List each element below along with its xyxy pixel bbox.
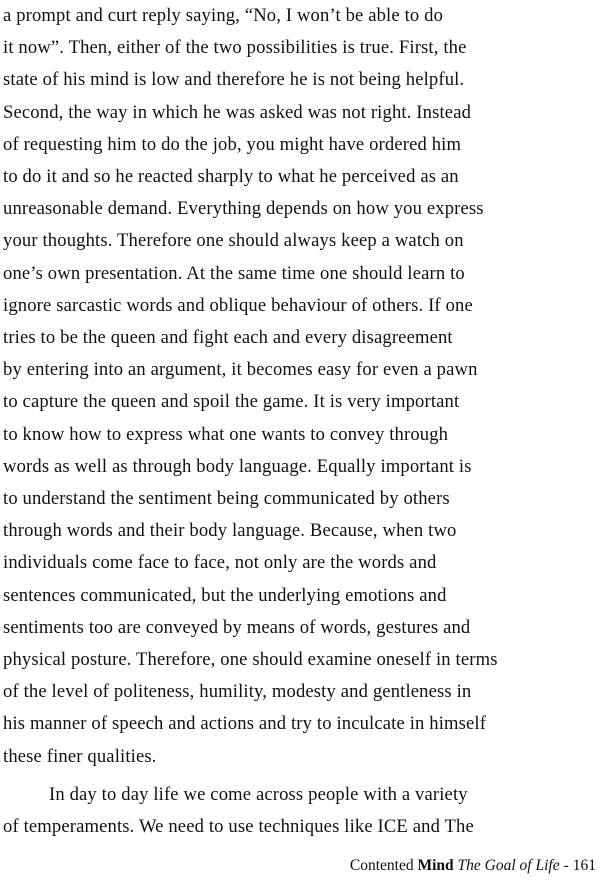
footer-separator: - [563, 857, 569, 874]
paragraph: In day to day life we come across people with a variety of temperaments. We need to use techniques like ICE and The [3, 783, 474, 838]
page-number: 161 [572, 857, 596, 874]
footer-book-title-bold-word: Mind [417, 857, 454, 874]
body-text [3, 0, 598, 843]
paragraph: a prompt and curt reply saying, “No, I won’t be able to do it now”. Then, either of the two possibilities is true. First, the state of his mind is low and therefore he is not being helpful. Second, the way in which he was asked was not right. Instead of requesting him to do the job, you might have ordered him to do it and so he reacted sharply to what he perceived as an unreasonable demand. Everything depends on how you express your thoughts. Therefore one should always keep a watch on one’s own presentation. At the same time one should learn to ignore sarcastic words and oblique behaviour of others. If one tries to be the queen and fight each and every disagreement by entering into an argument, it becomes easy for even a pawn to capture the queen and spoil the game. It is very important to know how to express what one wants to convey through words as well as through body language. Equally important is to understand the sentiment being communicated by others through words and their body language. Because, when two individuals come face to face, not only are the words and sentences communicated, but the underlying emotions and sentiments too are conveyed by means of words, gestures and physical posture. Therefore, one should examine oneself in terms of the level of politeness, humility, modesty and gentleness in his manner of speech and actions and try to inculcate in himself these finer qualities. [3, 5, 498, 767]
footer-book-subtitle: The Goal of Life [457, 857, 560, 874]
footer-book-title-word: Contented [349, 857, 414, 874]
running-footer [350, 856, 596, 876]
